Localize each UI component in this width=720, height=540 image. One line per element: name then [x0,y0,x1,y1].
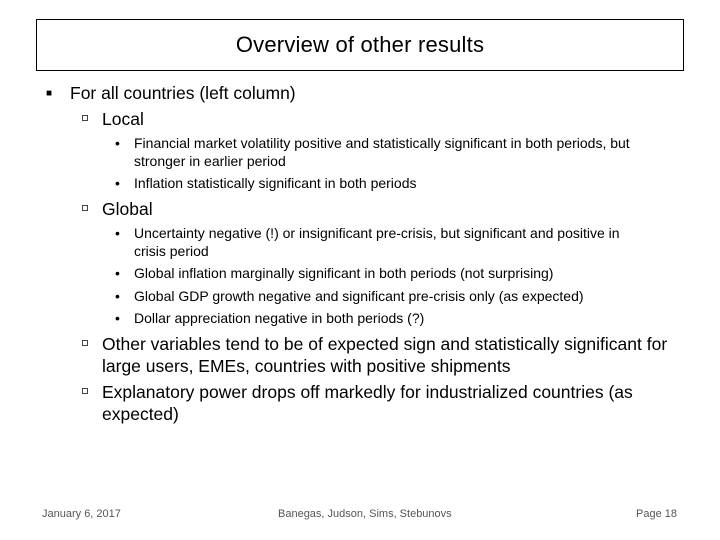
dot-bullet-icon: • [115,288,120,304]
dot-bullet-icon: • [115,265,120,281]
bullet-explanatory-power-text: Explanatory power drops off markedly for industrialized countries (as expected) [102,382,633,424]
list-item-text: Dollar appreciation negative in both periods (?) [134,310,425,326]
square-bullet-icon: ■ [46,88,53,99]
hollow-square-bullet-icon [82,115,88,121]
list-item-text: Financial market volatility positive and statistically significant in both periods, but stronger in earlier period [134,135,630,169]
dot-bullet-icon: • [115,135,120,151]
bullet-other-variables-text: Other variables tend to be of expected sign and statistically significant for large users, EMEs, countries with positive shipments [102,334,668,376]
hollow-square-bullet-icon [82,205,88,211]
footer-authors: Banegas, Judson, Sims, Stebunovs [278,508,452,520]
hollow-square-bullet-icon [82,388,88,394]
list-item-text: Global GDP growth negative and significant pre-crisis only (as expected) [134,288,584,304]
list-item-text: Uncertainty negative (!) or insignificant pre-crisis, but significant and positive in crisis period [134,225,620,259]
dot-bullet-icon: • [115,310,120,326]
dot-bullet-icon: • [115,175,120,191]
hollow-square-bullet-icon [82,340,88,346]
list-item-text: Global inflation marginally significant in both periods (not surprising) [134,265,554,281]
bullet-local-text: Local [102,109,144,129]
slide-title: Overview of other results [235,32,485,57]
title-box [36,19,684,71]
bullet-global-text: Global [102,199,153,219]
dot-bullet-icon: • [115,225,120,241]
footer-page-number: Page 18 [636,508,677,520]
bullet-all-countries-text: For all countries (left column) [70,83,296,103]
list-item-text: Inflation statistically significant in both periods [134,175,417,191]
footer-date: January 6, 2017 [42,508,121,520]
